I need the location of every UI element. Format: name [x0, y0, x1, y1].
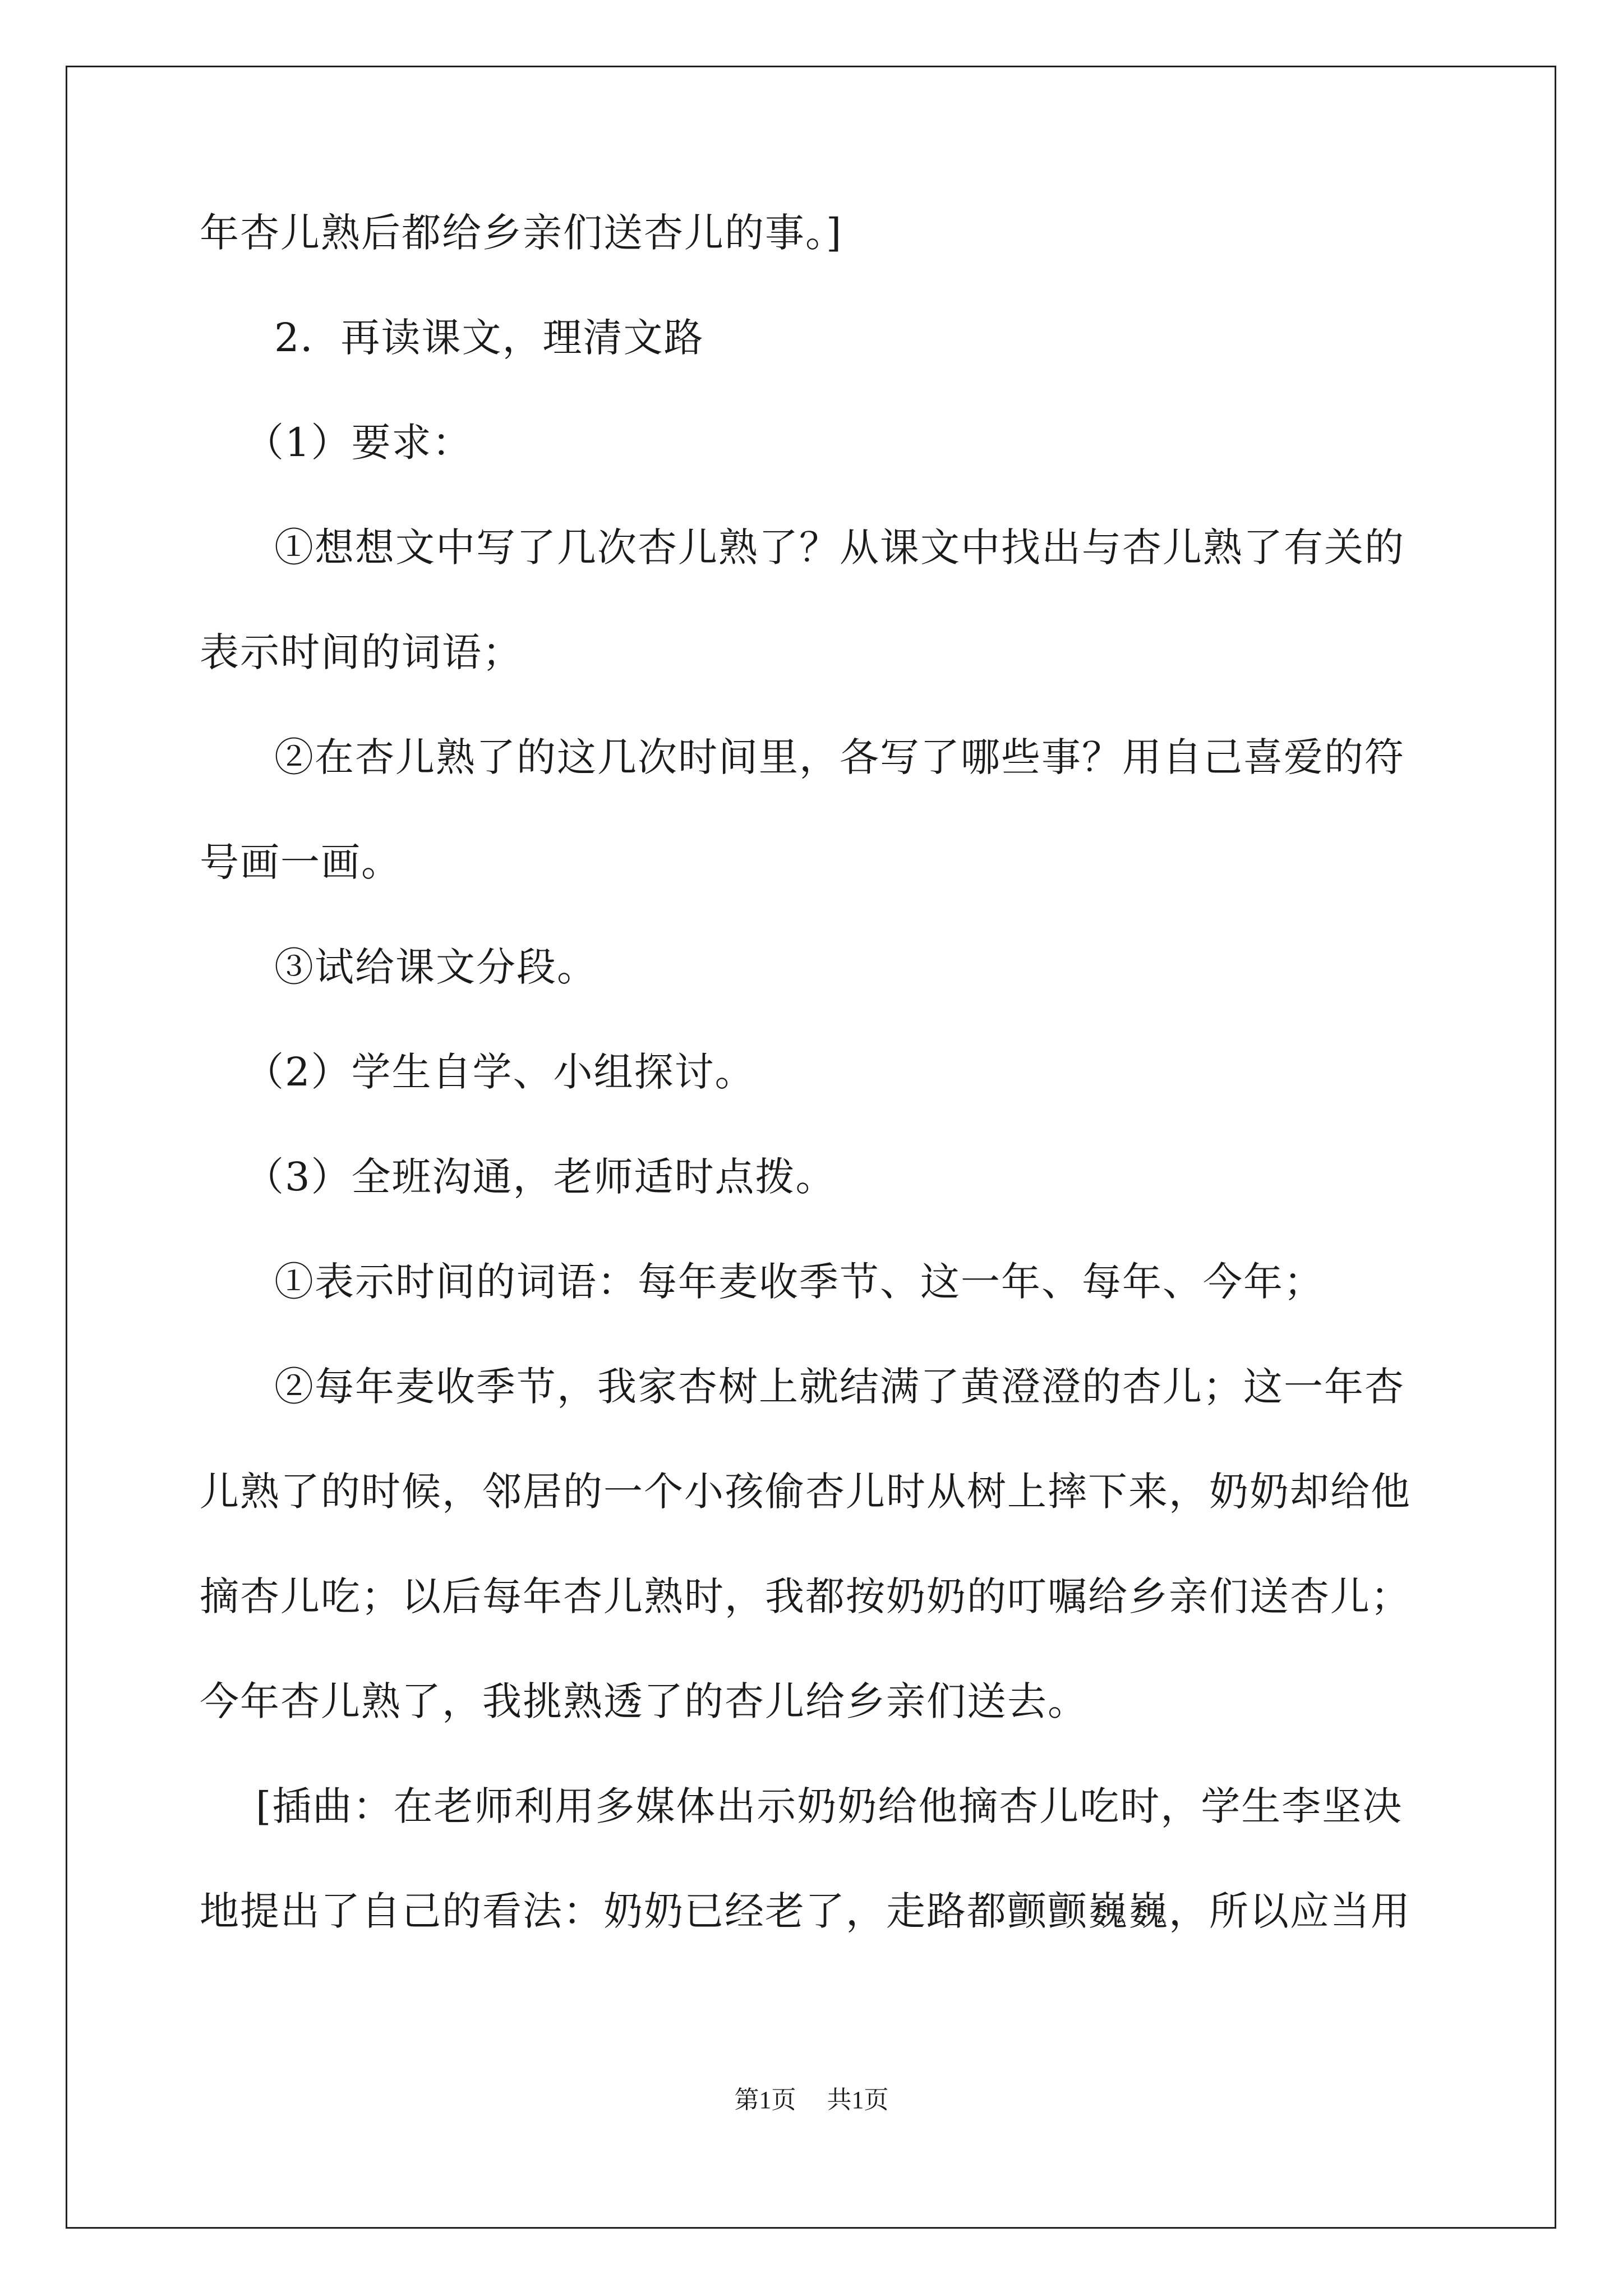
text-line: 今年杏儿熟了，我挑熟透了的杏儿给乡亲们送去。: [200, 1678, 1088, 1724]
text-line: 年杏儿熟后都给乡亲们送杏儿的事。]: [200, 210, 843, 256]
section-heading: 2．再读课文，理清文路: [274, 315, 704, 361]
page-total: 共1页: [827, 2086, 889, 2114]
text-line: [插曲：在老师利用多媒体出示奶奶给他摘杏儿吃时，学生李坚决: [256, 1783, 1403, 1829]
text-line: 表示时间的词语；: [200, 629, 523, 675]
text-line: （3）全班沟通，老师适时点拨。: [245, 1154, 836, 1200]
text-line: （2）学生自学、小组探讨。: [245, 1049, 755, 1095]
text-line: 儿熟了的时候，邻居的一个小孩偷杏儿时从树上摔下来，奶奶却给他: [200, 1469, 1411, 1515]
text-line: ①表示时间的词语：每年麦收季节、这一年、每年、今年；: [274, 1259, 1324, 1305]
text-line: 摘杏儿吃；以后每年杏儿熟时，我都按奶奶的叮嘱给乡亲们送杏儿；: [200, 1573, 1411, 1619]
text-line: 地提出了自己的看法：奶奶已经老了，走路都颤颤巍巍，所以应当用: [200, 1888, 1411, 1934]
text-line: ③试给课文分段。: [274, 944, 597, 990]
page-number: 第1页: [734, 2086, 796, 2114]
text-line: ①想想文中写了几次杏儿熟了？从课文中找出与杏儿熟了有关的: [274, 524, 1405, 570]
text-line: ②在杏儿熟了的这几次时间里，各写了哪些事？用自己喜爱的符: [274, 734, 1405, 780]
page-footer: [0, 2083, 1623, 2117]
text-line: （1）要求：: [245, 420, 473, 466]
text-line: ②每年麦收季节，我家杏树上就结满了黄澄澄的杏儿；这一年杏: [274, 1364, 1405, 1410]
text-line: 号画一画。: [200, 839, 402, 885]
